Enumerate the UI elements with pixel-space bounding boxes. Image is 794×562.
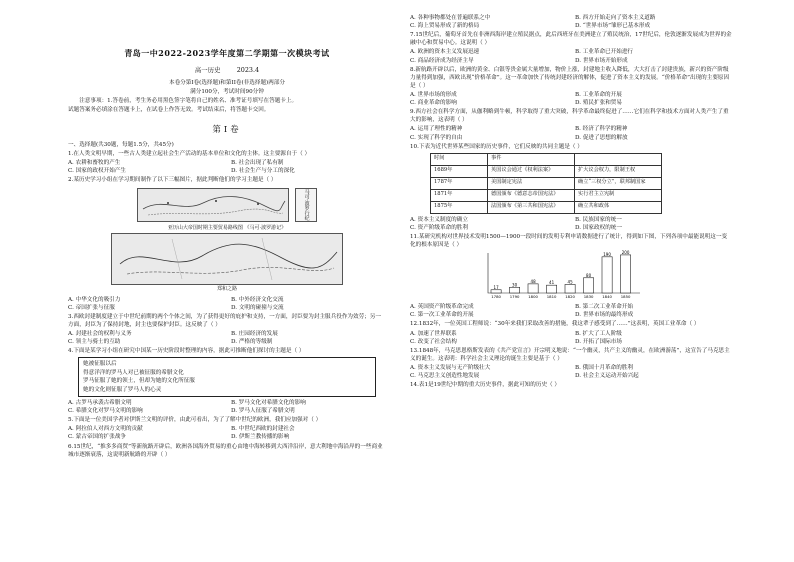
bar-value-label: 41 bbox=[549, 280, 555, 286]
question-2-stem: 2.某历史学习小组在学习期间制作了以下三幅图片，据此判断他们的学习主题是（ ） bbox=[68, 177, 277, 184]
exam-info-structure: 本卷分第I卷(选择题)和第II卷(非选择题)两部分 bbox=[168, 79, 286, 86]
route-lines bbox=[112, 234, 342, 284]
quote-line: 罗马征服了她的领土，但却为她的文化所征服 bbox=[83, 378, 195, 385]
option[interactable]: B. 罗马文化对希腊文化的影响 bbox=[231, 400, 306, 406]
question-8-stem: 8.新航路开辟以后，欧洲的黄金、白银等贵金属大量增加，物价上涨，封建地主收入降低，大大打击了封建贵族，新兴的资产阶级力量得到加强，西欧出现“价格革命”。这一革命加快了传统封建经济的解体，促进了资本主义的发展。“价格革命”出现的主要原因是（ ） bbox=[410, 66, 730, 89]
table-cell bbox=[575, 153, 662, 165]
table-cell: 事件 bbox=[488, 153, 575, 165]
question-6-options bbox=[410, 14, 732, 30]
option[interactable]: C. 马克思主义创造性地发展 bbox=[410, 373, 480, 380]
question-10-table bbox=[430, 153, 662, 214]
right-column bbox=[410, 14, 732, 390]
bar bbox=[565, 285, 575, 294]
question-11-options bbox=[410, 303, 732, 319]
question-5-options bbox=[68, 425, 386, 441]
option[interactable]: D. 文明的碰撞与交流 bbox=[231, 304, 284, 311]
question-6-stem: 6.15世纪，“推多多商贸”等新航路开辟后，欧洲各国海外贸易的重心由地中海转移到大西洋沿岸，意大利地中海沿岸的一些商业城市逐渐衰落，这说明新航路的开辟（ ） bbox=[68, 443, 383, 458]
x-tick-label: 1810 bbox=[546, 294, 557, 300]
option[interactable]: A. 中华文化的吸引力 bbox=[68, 296, 121, 303]
x-tick-label: 1830 bbox=[583, 294, 594, 300]
option[interactable]: A. 英国资产阶级革命完成 bbox=[410, 304, 474, 311]
option[interactable]: D. 世界市场开始形成 bbox=[575, 57, 628, 64]
option[interactable]: A. 农耕和畜牧的产生 bbox=[68, 159, 121, 166]
table-row bbox=[431, 177, 662, 189]
bar bbox=[602, 257, 612, 293]
quote-line: 得意洋洋的罗马人对已被征服的希腊文化 bbox=[83, 369, 184, 376]
table-row bbox=[431, 201, 662, 213]
option[interactable]: D. “世界市场”雏形已基本形成 bbox=[575, 23, 651, 30]
bar-value-label: 48 bbox=[530, 279, 536, 285]
bar-value-label: 190 bbox=[603, 251, 611, 257]
table-cell: 扩大议会权力，限制王权 bbox=[575, 165, 662, 177]
bar bbox=[547, 285, 557, 293]
option[interactable]: B. 民族国家的统一 bbox=[575, 216, 622, 223]
patent-bar-chart bbox=[480, 251, 640, 301]
option[interactable]: B. 社会出现了私有制 bbox=[231, 159, 284, 166]
question-3-options bbox=[68, 330, 386, 346]
table-row bbox=[431, 189, 662, 201]
option[interactable]: D. 社会生产与分工的深化 bbox=[231, 167, 295, 174]
question-9-stem: 9.西方社会在科学方面，从伽利略到牛顿，科学取得了重大突破，科学革命最终促进了……它们在科学和技术方面对人类产生了重大的影响，这表明（ ） bbox=[410, 109, 729, 124]
bar-value-label: 80 bbox=[586, 272, 592, 278]
option[interactable]: D. 罗马人征服了希腊文明 bbox=[231, 408, 295, 415]
table-cell: 1689年 bbox=[431, 165, 488, 177]
option[interactable]: B. 中外经济文化交流 bbox=[231, 296, 284, 303]
table-row bbox=[431, 153, 662, 165]
question-12-options bbox=[410, 330, 732, 346]
exam-date: 2023.4 bbox=[236, 65, 260, 74]
question-1-stem: 1.在人类文明早期，一些古人类建立起社会生产活动的基本单位和文化的主体。这主要源自于（ ） bbox=[68, 150, 311, 157]
table-cell: 美国制定宪法 bbox=[488, 177, 575, 189]
option[interactable]: D. 殖民扩张和贸易 bbox=[575, 100, 622, 107]
bar bbox=[528, 284, 538, 293]
left-column bbox=[68, 14, 386, 460]
section-instruction: 一、选择题(共30题，每题1.5分，共45分) bbox=[68, 141, 174, 148]
table-row bbox=[431, 165, 662, 177]
question-12-stem: 12.1832年，一位英国工程师说：“30年来我们采取改善的措施，我这辈子感受到了……”这表明，英国工业革命（ ） bbox=[410, 321, 700, 328]
x-tick-label: 1800 bbox=[528, 294, 538, 300]
option[interactable]: D. 严格的等级制 bbox=[231, 339, 273, 346]
option[interactable]: B. 经济了科学的精神 bbox=[575, 126, 628, 133]
bar-value-label: 45 bbox=[567, 279, 573, 285]
bar-chart-svg bbox=[480, 251, 640, 301]
question-7-options bbox=[410, 48, 732, 64]
option[interactable]: A. 各种事物都处在普遍联系之中 bbox=[410, 15, 491, 21]
x-tick-label: 1840 bbox=[602, 294, 612, 300]
option[interactable]: C. 商业革命的影响 bbox=[410, 100, 457, 107]
option[interactable]: D. 开拓了国际市场 bbox=[575, 338, 622, 345]
bar bbox=[510, 287, 520, 293]
option[interactable]: D. 国家政权的统一 bbox=[575, 224, 622, 231]
notice-line-2: 试题答案务必填涂在答题卡上，在试卷上作答无效。考试结束后，将答题卡交回。 bbox=[68, 107, 270, 114]
option[interactable]: B. 扩大了工人阶级 bbox=[575, 330, 622, 337]
question-2-options bbox=[68, 296, 386, 312]
map2-caption: 亚历山大帝国时期主要贸易路线图 《马可·波罗游记》 bbox=[167, 225, 287, 232]
option[interactable]: C. 帝国扩张与征服 bbox=[68, 304, 115, 311]
option[interactable]: C. 第一次工业革命的开展 bbox=[410, 312, 474, 319]
question-2-map2 bbox=[68, 225, 386, 294]
table-cell: 时间 bbox=[431, 153, 488, 165]
quote-line: 她被征服以后 bbox=[83, 361, 117, 368]
question-14-stem: 14.表1是19世纪中期的重大历史事件，据此可知的历史（ ） bbox=[410, 382, 561, 389]
table-cell: 确立共和政体 bbox=[575, 201, 662, 213]
question-10-options bbox=[410, 216, 732, 232]
quote-line: 她的文化则征服了罗马人的心灵 bbox=[83, 386, 162, 393]
question-1-options bbox=[68, 159, 386, 175]
map2-footer: 郑和之路 bbox=[216, 286, 237, 293]
bar-value-label: 200 bbox=[621, 250, 630, 256]
question-7-stem: 7.15世纪后，葡萄牙首先在非洲西海岸建立殖民据点，此后西班牙在美洲建立了殖民统治，17世纪后，伦敦逐渐发展成为世界的金融中心和贸易中心。这说明（ ） bbox=[410, 32, 732, 47]
option[interactable]: B. 俄国十月革命的胜利 bbox=[575, 364, 634, 371]
option[interactable]: B. 庄园经济的发展 bbox=[231, 331, 278, 338]
option[interactable]: C. 商品经济成为经济主导 bbox=[410, 57, 474, 64]
table-cell: 英国议会通过《权利法案》 bbox=[488, 165, 575, 177]
trade-route-map bbox=[111, 233, 343, 285]
question-5-stem: 5.下面是一位美国学者对伊斯兰文明的评价，由此可看出，为了了解中世纪的欧洲，我们应加强对（ ） bbox=[68, 417, 322, 424]
table-cell: 1875年 bbox=[431, 201, 488, 213]
option[interactable]: B. 工业革命的开展 bbox=[575, 91, 622, 98]
option[interactable]: B. 第二次工业革命开始 bbox=[575, 304, 634, 311]
x-tick-label: 1820 bbox=[565, 294, 575, 300]
option[interactable]: A. 加速了世界联系 bbox=[410, 330, 457, 337]
bar-value-label: 17 bbox=[493, 284, 499, 290]
section-title: 第I卷 bbox=[212, 125, 242, 136]
question-8-options bbox=[410, 91, 732, 107]
option[interactable]: A. 阿拉伯人对西方文明的贡献 bbox=[68, 426, 143, 433]
x-tick-label: 1850 bbox=[620, 294, 631, 300]
exam-info-score: 满分100分，考试时间90分钟 bbox=[190, 88, 264, 95]
bar bbox=[621, 255, 631, 293]
option[interactable]: A. 古罗马承袭古希腊文明 bbox=[68, 400, 132, 406]
silk-road-map bbox=[137, 188, 289, 222]
option[interactable]: A. 世界市场的形成 bbox=[410, 91, 457, 98]
option[interactable]: C. 资产阶级革命的胜利 bbox=[410, 224, 468, 231]
question-13-stem: 13.1848年，马克思恩格斯发表的《共产党宣言》开宗明义地说：“一个幽灵，共产主义的幽灵，在欧洲游荡”，这宣告了马克思主义的诞生。这表明：科学社会主义理论的诞生主要是基于（ ） bbox=[410, 347, 730, 362]
question-4-quote-box bbox=[78, 357, 376, 397]
option[interactable]: D. 促进了思想的解放 bbox=[575, 134, 628, 141]
bar bbox=[491, 290, 501, 293]
bar-value-label: 30 bbox=[512, 282, 518, 288]
table-cell: 1871年 bbox=[431, 189, 488, 201]
notice-line-1: 注意事项：1.答卷前，考生务必用黑色签字笔将自己的姓名、准考证号填写在答题卡上。 bbox=[79, 98, 298, 105]
option[interactable]: B. 工业革命已开始进行 bbox=[575, 49, 634, 56]
table-cell: 法国颁布《第三共和国宪法》 bbox=[488, 201, 575, 213]
map-lines bbox=[138, 189, 288, 221]
table-cell: 实行君主立宪制 bbox=[575, 189, 662, 201]
option[interactable]: C. 国家的政权开始产生 bbox=[68, 167, 126, 174]
bar bbox=[584, 278, 594, 293]
question-4-stem: 4.下面是某学习小组在研究中国某一历史阶段时整理的内容，据此可推断他们探讨的主题是（ ） bbox=[68, 348, 305, 355]
question-4-options bbox=[68, 399, 386, 415]
option[interactable]: A. 封建社会的权利与义务 bbox=[68, 331, 132, 338]
question-11-stem: 11.某研究机构对世界技术发明1500—1900一段时间的发明专利申请数据进行了统计，得到如下图，下列各项中最能说明这一变化的根本原因是（ ） bbox=[410, 233, 728, 249]
exam-title: 青岛一中2022-2023学年度第二学期第一次模块考试 bbox=[124, 48, 330, 58]
question-2-figures bbox=[68, 187, 386, 223]
question-10-stem: 10.下表为近代世界某些国家的历史事件，它们反映的共同主题是（ ） bbox=[410, 143, 583, 150]
option[interactable]: A. 欧洲的资本主义发展迅速 bbox=[410, 49, 480, 56]
option[interactable]: B. 中世纪西欧的封建社会 bbox=[231, 426, 295, 433]
option[interactable]: A. 运用了理性的精神 bbox=[410, 126, 463, 133]
option[interactable]: C. 蒙古帝国的扩张战争 bbox=[68, 434, 126, 441]
travel-book-cover: 马可·波罗行纪 bbox=[295, 188, 317, 222]
question-9-options bbox=[410, 125, 732, 141]
option[interactable]: C. 改变了社会结构 bbox=[410, 338, 457, 345]
option[interactable]: D. 世界市场的最终形成 bbox=[575, 312, 634, 319]
x-tick-label: 1790 bbox=[509, 294, 520, 300]
option[interactable]: C. 海上贸易形成了新的格局 bbox=[410, 23, 480, 30]
table-cell: 德国颁布《德意志帝国宪法》 bbox=[488, 189, 575, 201]
option[interactable]: B. 西方开始走向了资本主义道路 bbox=[575, 15, 656, 21]
x-tick-label: 1780 bbox=[491, 294, 501, 300]
option[interactable]: A. 资本主义发展与无产阶级壮大 bbox=[410, 364, 491, 371]
exam-subject bbox=[68, 66, 386, 75]
table-cell: 确立“三权分立”，联邦制国家 bbox=[575, 177, 662, 189]
question-13-options bbox=[410, 364, 732, 380]
option[interactable]: A. 资本主义制度的确立 bbox=[410, 216, 468, 223]
table-cell: 1787年 bbox=[431, 177, 488, 189]
option[interactable]: C. 希腊文化对罗马文明的影响 bbox=[68, 408, 143, 415]
option[interactable]: C. 领主与骑士的互助 bbox=[68, 339, 121, 346]
option[interactable]: D. 社会主义运动开始兴起 bbox=[575, 373, 639, 380]
option[interactable]: D. 伊斯兰教传播的影响 bbox=[231, 434, 290, 441]
question-3-stem: 3.西欧封建制度建立于中世纪前期的两个个体之间，为了获得更好的庇护和支持，一方面，封臣要为封主服兵役作为效劳；另一方面，封臣为了保持封地，封主也要保护封臣。这反映了（ ） bbox=[68, 313, 381, 328]
option[interactable]: C. 实现了科学的自由 bbox=[410, 134, 463, 141]
subject-label: 高一历史 bbox=[194, 65, 221, 74]
